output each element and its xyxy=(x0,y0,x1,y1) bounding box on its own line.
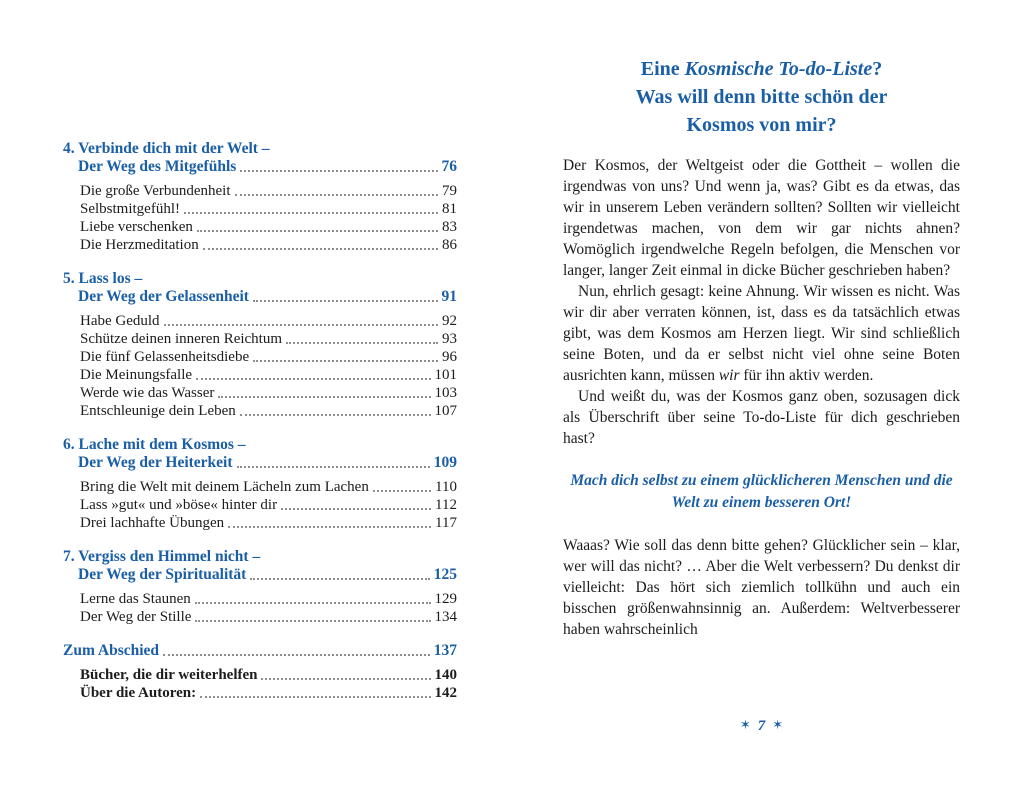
toc-entry-label: Über die Autoren: xyxy=(80,685,197,701)
dotted-leader xyxy=(253,300,438,302)
dotted-leader xyxy=(228,526,431,528)
toc-entry-page-number: 92 xyxy=(442,313,457,329)
dotted-leader xyxy=(261,678,430,680)
toc-section-page-number: 137 xyxy=(433,642,457,659)
toc-entry xyxy=(63,236,457,254)
page-number: 7 xyxy=(757,718,766,734)
toc-entry xyxy=(63,514,457,532)
toc-entry-label: Bring die Welt mit deinem Lächeln zum Lachen xyxy=(80,479,369,495)
toc-entry-page-number: 110 xyxy=(435,479,457,495)
toc-section-title: 7. Vergiss den Himmel nicht – xyxy=(63,548,261,565)
toc-section-label: Zum Abschied xyxy=(63,642,160,659)
toc-entry-label: Die fünf Gelassenheitsdiebe xyxy=(80,349,250,365)
quote: Mach dich selbst zu einem glücklicheren Menschen und die Welt zu einem besseren Ort! xyxy=(570,472,953,511)
dotted-leader xyxy=(195,602,431,604)
toc-section xyxy=(63,548,457,626)
dotted-leader xyxy=(235,194,438,196)
text-segment: Nun, ehrlich gesagt: keine Ahnung. Wir wissen es nicht. Was wir dir aber verraten können, ist, dass es da tatsächlich etwas gibt, was dem Kosmos am Herzen liegt. Wir sind schließlich seine Boten, und da er selbst nicht viel ohne seine Boten ausrichten kann, müssen xyxy=(563,283,960,384)
toc-section-title: 5. Lass los – xyxy=(63,270,143,287)
toc-entry-page-number: 112 xyxy=(435,497,457,513)
toc-entry-page-number: 103 xyxy=(434,385,457,401)
toc-entry-label: Der Weg der Stille xyxy=(80,609,192,625)
text-segment: wir xyxy=(718,367,740,384)
toc-entry xyxy=(63,218,457,236)
toc-entries xyxy=(63,182,457,254)
toc-entry xyxy=(63,590,457,608)
dotted-leader xyxy=(240,170,437,172)
toc-section-label: Der Weg der Heiterkeit xyxy=(78,454,233,471)
toc-entry-page-number: 93 xyxy=(442,331,457,347)
dotted-leader xyxy=(203,248,438,250)
text-segment: Waaas? Wie soll das denn bitte gehen? Glücklicher sein – klar, wer will das nicht? … Aber die Welt verbessern? Du denkst dir vielleicht: Das hört sich ziemlich tollkühn und auch ein bisschen größenwahnsinnig an. Außerdem: Weltverbesserer haben wahrscheinlich xyxy=(563,537,960,638)
toc-entry xyxy=(63,684,457,702)
toc-entry-page-number: 101 xyxy=(434,367,457,383)
toc-entry xyxy=(63,182,457,200)
dotted-leader xyxy=(250,578,429,580)
title-segment: ? xyxy=(872,58,883,80)
toc-entry-label: Die Meinungsfalle xyxy=(80,367,193,383)
toc-section-page-number: 76 xyxy=(441,158,457,175)
toc-entry xyxy=(63,348,457,366)
toc-entry-label: Schütze deinen inneren Reichtum xyxy=(80,331,283,347)
toc-section-page-number: 91 xyxy=(441,288,457,305)
toc-entry-label: Liebe verschenken xyxy=(80,219,193,235)
toc-entry xyxy=(63,478,457,496)
toc-entry-label: Die Herzmeditation xyxy=(80,237,199,253)
dotted-leader xyxy=(237,466,430,468)
toc-section-row xyxy=(63,158,457,176)
toc-section-title: 6. Lache mit dem Kosmos – xyxy=(63,436,246,453)
paragraph xyxy=(563,386,960,449)
chapter-title-line xyxy=(563,83,960,111)
chapter-body xyxy=(563,155,960,640)
dotted-leader xyxy=(184,212,438,214)
paragraph xyxy=(563,535,960,640)
toc-entry-page-number: 86 xyxy=(442,237,457,253)
toc-entry-label: Lass »gut« und »böse« hinter dir xyxy=(80,497,278,513)
paragraph xyxy=(563,281,960,386)
dotted-leader xyxy=(373,490,431,492)
toc-section xyxy=(63,270,457,420)
right-page xyxy=(563,55,960,640)
toc-entry-page-number: 129 xyxy=(434,591,457,607)
toc-section-label: Der Weg der Gelassenheit xyxy=(78,288,249,305)
title-segment: Eine xyxy=(640,58,685,80)
dotted-leader xyxy=(195,620,430,622)
toc-entry xyxy=(63,402,457,420)
toc-entry xyxy=(63,666,457,684)
title-segment: Was will denn bitte schön der xyxy=(635,86,888,108)
toc-entry xyxy=(63,330,457,348)
toc-entry-label: Werde wie das Wasser xyxy=(80,385,215,401)
toc xyxy=(63,140,457,702)
toc-section-title: 4. Verbinde dich mit der Welt – xyxy=(63,140,270,157)
page-footer xyxy=(563,718,960,735)
toc-entry-page-number: 140 xyxy=(434,667,457,683)
toc-entry-label: Die große Verbundenheit xyxy=(80,183,231,199)
toc-entries xyxy=(63,590,457,626)
dotted-leader xyxy=(281,508,431,510)
toc-entry-page-number: 107 xyxy=(434,403,457,419)
toc-section-row xyxy=(63,642,457,660)
toc-section-label: Der Weg des Mitgefühls xyxy=(78,158,237,175)
toc-entry-page-number: 142 xyxy=(434,685,457,701)
toc-entries xyxy=(63,312,457,420)
toc-entry xyxy=(63,496,457,514)
dotted-leader xyxy=(253,360,438,362)
toc-entry-page-number: 83 xyxy=(442,219,457,235)
chapter-title xyxy=(563,55,960,139)
star-icon: ✶ xyxy=(739,717,751,732)
dotted-leader xyxy=(163,654,430,656)
toc-section-page-number: 109 xyxy=(433,454,457,471)
toc-entry-label: Habe Geduld xyxy=(80,313,160,329)
dotted-leader xyxy=(164,324,438,326)
toc-entry xyxy=(63,200,457,218)
dotted-leader xyxy=(240,414,431,416)
dotted-leader xyxy=(197,230,438,232)
left-page xyxy=(63,140,457,718)
toc-section-row xyxy=(63,288,457,306)
text-segment: für ihn aktiv werden. xyxy=(739,367,874,384)
toc-section-label: Der Weg der Spiritualität xyxy=(78,566,247,583)
chapter-title-line xyxy=(563,55,960,83)
dotted-leader xyxy=(218,396,430,398)
title-segment: Kosmische To-do-Liste xyxy=(684,58,873,80)
toc-section-page-number: 125 xyxy=(433,566,457,583)
text-segment: Der Kosmos, der Weltgeist oder die Gottheit – wollen die irgendwas von uns? Und wenn ja, was? Gibt es da etwas, das wir in unserem Leben verändern sollten? Sollten wir vielleicht irgendetwas machen, von dem wir gar nichts ahnen? Womöglich irgendwelche Regeln befolgen, die Menschen vor langer, langer Zeit einmal in dicke Bücher geschrieben haben? xyxy=(563,157,960,279)
chapter-title-line xyxy=(563,111,960,139)
toc-entries xyxy=(63,666,457,702)
toc-entry xyxy=(63,366,457,384)
toc-entry-label: Bücher, die dir weiterhelfen xyxy=(80,667,258,683)
toc-entry xyxy=(63,384,457,402)
toc-entry-page-number: 117 xyxy=(435,515,457,531)
toc-entry-label: Entschleunige dein Leben xyxy=(80,403,236,419)
toc-section xyxy=(63,642,457,702)
toc-entry xyxy=(63,312,457,330)
toc-section xyxy=(63,140,457,254)
text-segment: Und weißt du, was der Kosmos ganz oben, sozusagen dick als Überschrift über seine To-do-Liste für dich geschrieben hast? xyxy=(563,388,960,447)
toc-entry-page-number: 81 xyxy=(442,201,457,217)
toc-entry-page-number: 134 xyxy=(434,609,457,625)
toc-section xyxy=(63,436,457,532)
paragraph xyxy=(563,155,960,281)
title-segment: Kosmos von mir? xyxy=(686,114,837,136)
toc-entries xyxy=(63,478,457,532)
toc-section-row xyxy=(63,454,457,472)
toc-section-row xyxy=(63,566,457,584)
toc-entry-label: Drei lachhafte Übungen xyxy=(80,515,225,531)
toc-entry-label: Lerne das Staunen xyxy=(80,591,191,607)
dotted-leader xyxy=(196,378,430,380)
toc-entry-label: Selbstmitgefühl! xyxy=(80,201,180,217)
toc-entry-page-number: 96 xyxy=(442,349,457,365)
toc-entry-page-number: 79 xyxy=(442,183,457,199)
star-icon: ✶ xyxy=(772,717,784,732)
toc-entry xyxy=(63,608,457,626)
dotted-leader xyxy=(200,696,430,698)
dotted-leader xyxy=(286,342,438,344)
